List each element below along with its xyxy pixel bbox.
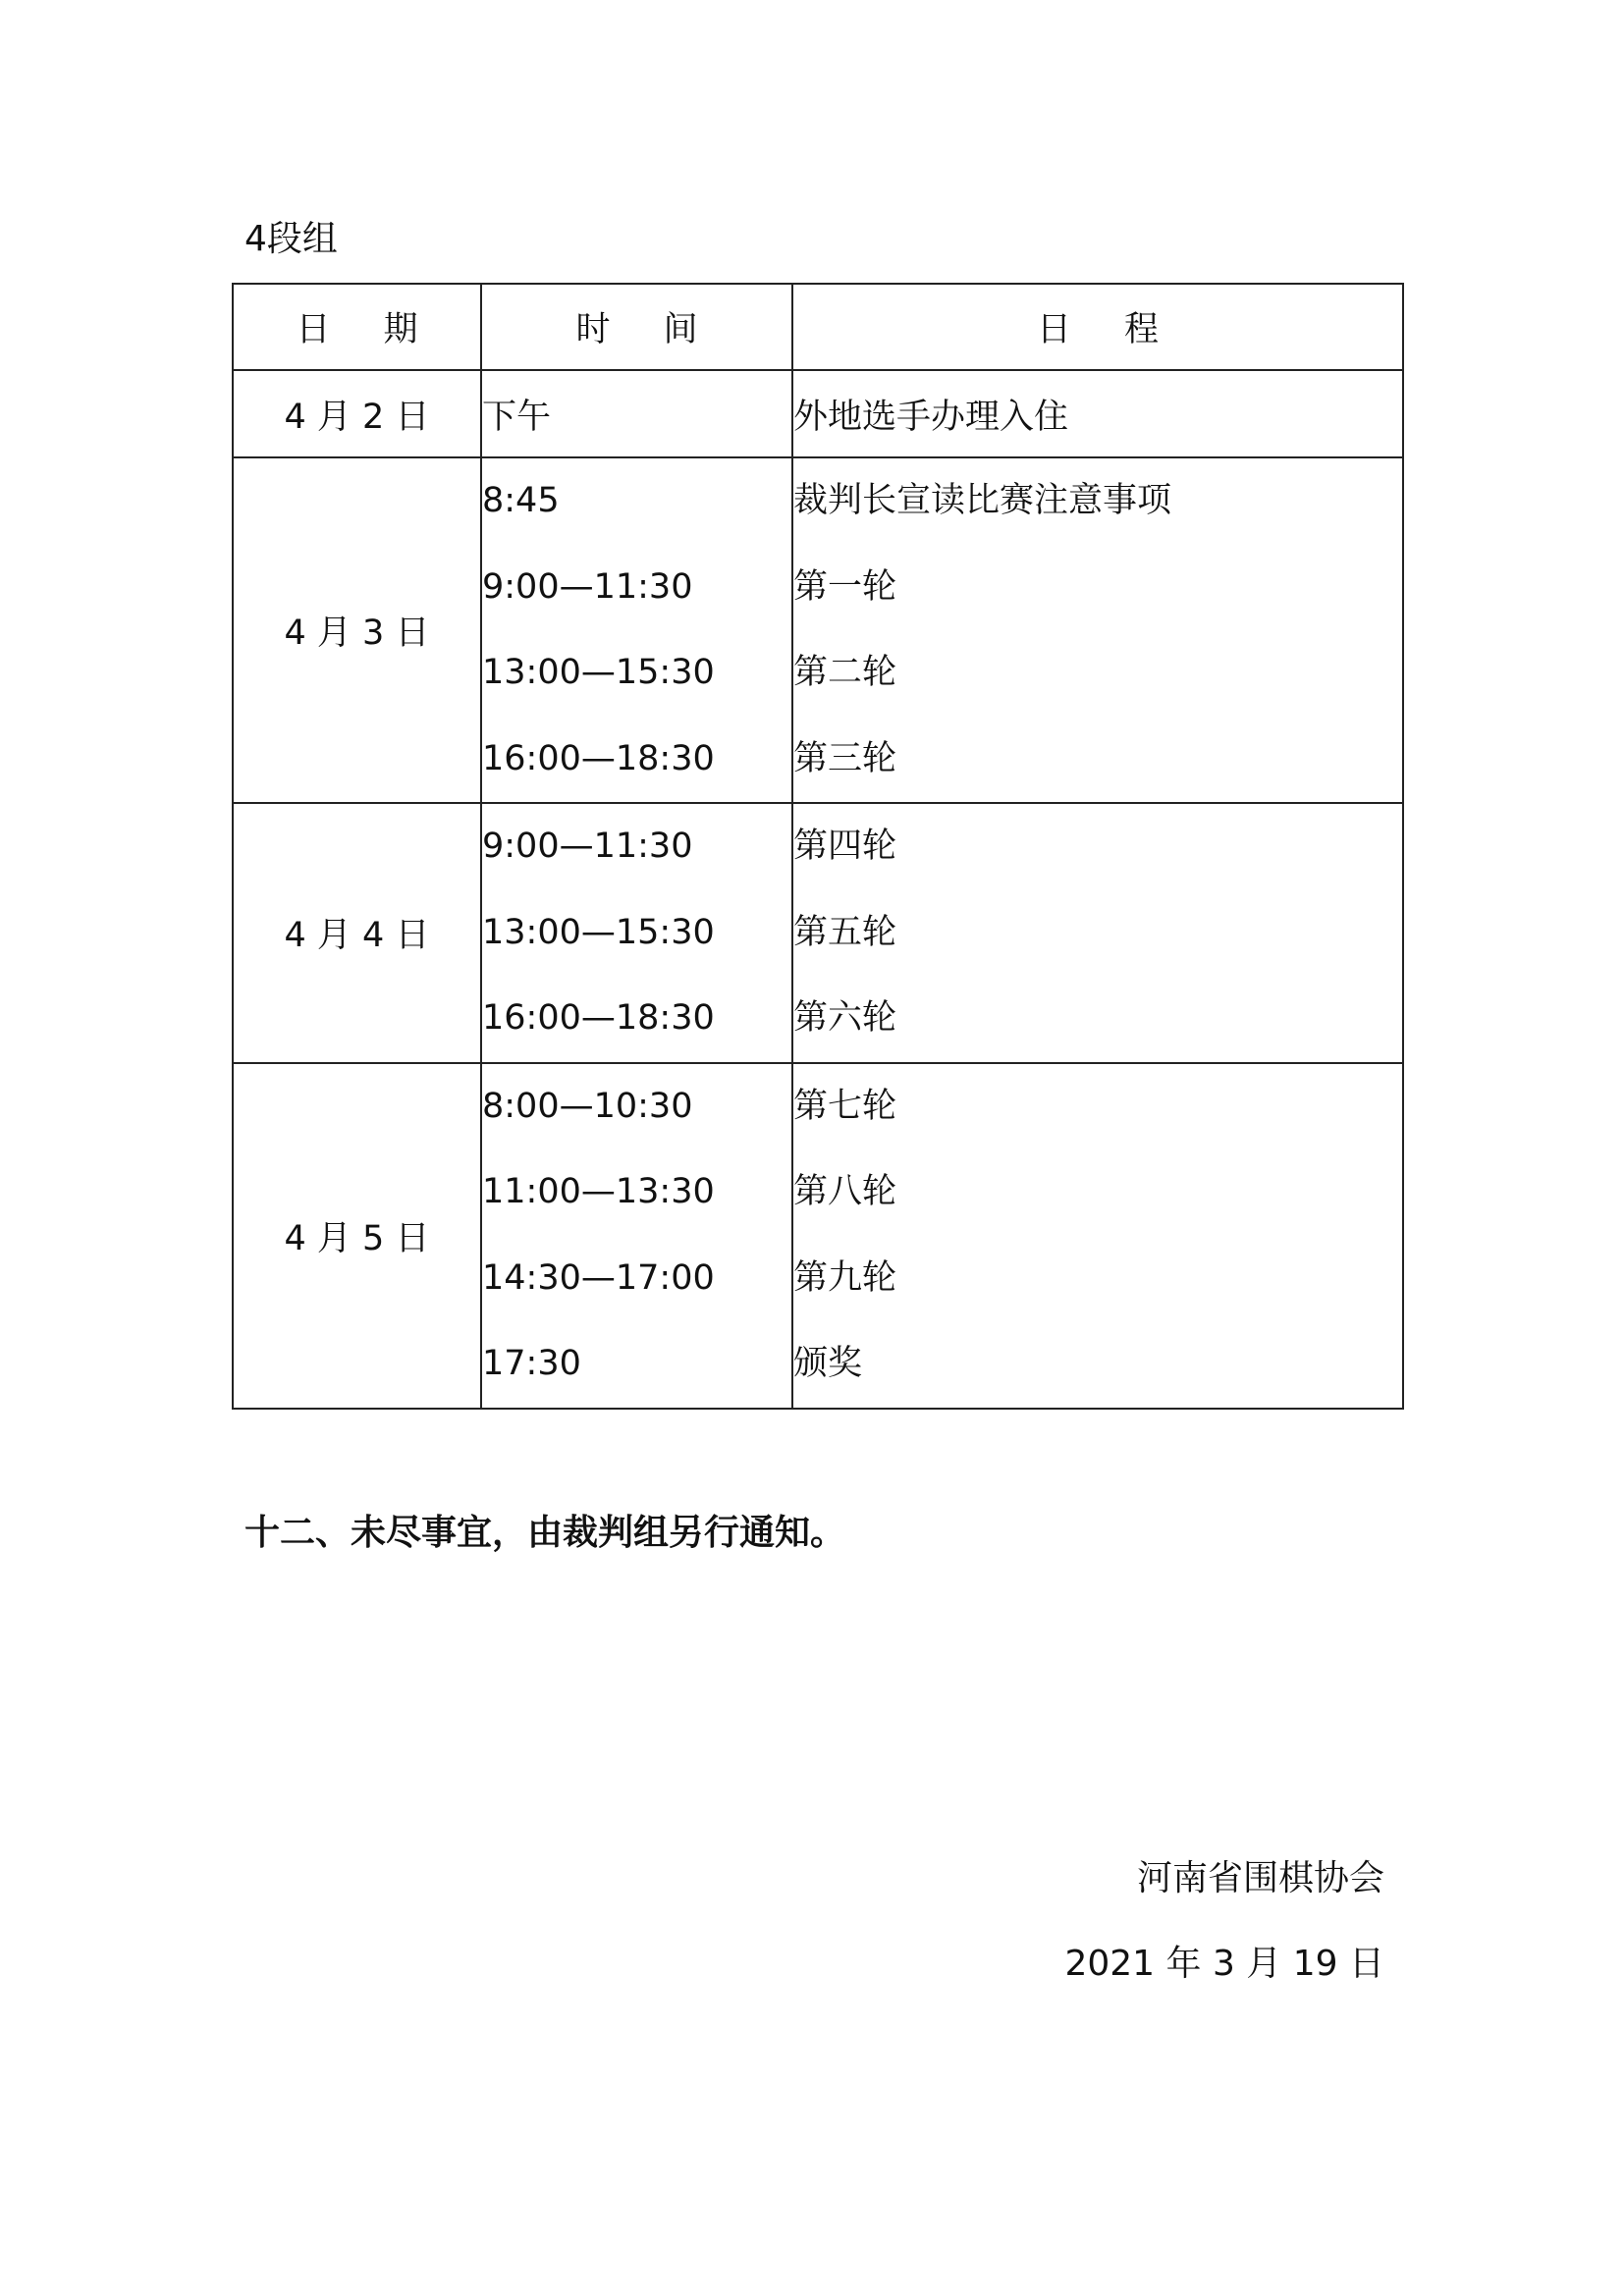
table-row (233, 457, 1403, 803)
time-line: 8:45 (482, 481, 560, 520)
program-line: 第六轮 (793, 998, 897, 1038)
table-row (233, 803, 1403, 1063)
date-cell: 4 月 3 日 (233, 457, 481, 803)
header-program: 日 程 (792, 284, 1403, 370)
group-title: 4段组 (244, 219, 338, 259)
time-line: 16:00—18:30 (482, 738, 715, 778)
program-line: 第四轮 (793, 827, 897, 866)
signing-date: 2021 年 3 月 19 日 (1064, 1944, 1384, 1984)
program-line: 第九轮 (793, 1257, 897, 1298)
time-line: 16:00—18:30 (482, 998, 715, 1038)
program-line: 第三轮 (793, 738, 897, 778)
program-line: 颁奖 (793, 1344, 863, 1383)
header-time: 时 间 (481, 284, 792, 370)
date-cell: 4 月 2 日 (233, 370, 481, 457)
table-header-row (233, 284, 1403, 370)
program-line: 第八轮 (793, 1172, 897, 1211)
time-cell: 下午 (481, 370, 792, 457)
time-line: 13:00—15:30 (482, 912, 715, 952)
program-cell (792, 1063, 1403, 1409)
schedule-table (232, 283, 1404, 1410)
program-line: 裁判长宣读比赛注意事项 (793, 481, 1172, 520)
time-line: 8:00—10:30 (482, 1086, 693, 1126)
time-line: 13:00—15:30 (482, 653, 715, 692)
program-cell: 外地选手办理入住 (792, 370, 1403, 457)
date-cell: 4 月 4 日 (233, 803, 481, 1063)
time-cell (481, 457, 792, 803)
header-date: 日 期 (233, 284, 481, 370)
table-row (233, 1063, 1403, 1409)
signing-organization: 河南省围棋协会 (1136, 1858, 1384, 1898)
date-cell: 4 月 5 日 (233, 1063, 481, 1409)
time-cell (481, 1063, 792, 1409)
time-line: 17:30 (482, 1344, 581, 1383)
time-line: 9:00—11:30 (482, 566, 693, 607)
program-line: 第二轮 (793, 653, 897, 692)
time-line: 11:00—13:30 (482, 1172, 715, 1211)
time-cell (481, 803, 792, 1063)
time-line: 14:30—17:00 (482, 1257, 715, 1298)
closing-clause: 十二、未尽事宜，由裁判组另行通知。 (244, 1513, 846, 1553)
table-row (233, 370, 1403, 457)
program-line: 第一轮 (793, 566, 897, 607)
program-line: 第五轮 (793, 912, 897, 952)
program-cell (792, 457, 1403, 803)
time-line: 9:00—11:30 (482, 827, 693, 866)
program-cell (792, 803, 1403, 1063)
program-line: 第七轮 (793, 1086, 897, 1126)
